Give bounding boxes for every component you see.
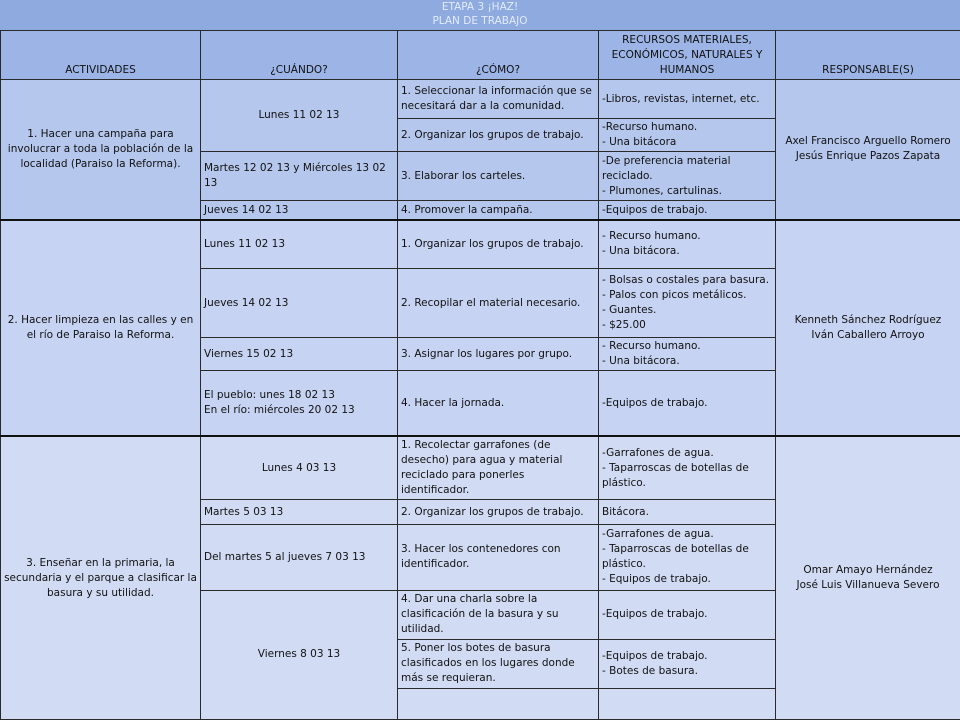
resources-cell bbox=[599, 220, 776, 269]
resources-cell bbox=[599, 152, 776, 201]
resource-item: -Equipos de trabajo. bbox=[602, 649, 708, 662]
resource-item: - $25.00 bbox=[602, 319, 646, 332]
how-cell: 1. Recolectar garrafones (de desecho) para agua y material reciclado para ponerles identificador. bbox=[398, 436, 599, 500]
responsible-name: Omar Amayo Hernández bbox=[803, 564, 933, 577]
resource-item: - Botes de basura. bbox=[602, 664, 698, 677]
slide-title bbox=[0, 0, 960, 30]
resources-cell bbox=[599, 436, 776, 500]
how-cell: 4. Dar una charla sobre la clasificación de la basura y su utilidad. bbox=[398, 590, 599, 639]
table-row bbox=[1, 80, 960, 119]
when-cell: Lunes 11 02 13 bbox=[201, 220, 398, 269]
how-cell: 3. Elaborar los carteles. bbox=[398, 152, 599, 201]
resource-item: - Guantes. bbox=[602, 304, 657, 317]
resource-item: - Taparroscas de botellas de plástico. bbox=[602, 543, 749, 571]
resources-cell bbox=[599, 269, 776, 338]
resource-item: - Una bitácora. bbox=[602, 245, 680, 258]
responsible-name: Jesús Enrique Pazos Zapata bbox=[795, 150, 941, 163]
how-cell: 3. Asignar los lugares por grupo. bbox=[398, 338, 599, 371]
how-cell: 5. Poner los botes de basura clasificados en los lugares donde más se requieran. bbox=[398, 639, 599, 688]
resources-cell bbox=[599, 80, 776, 119]
when-cell bbox=[201, 371, 398, 436]
header-row bbox=[1, 31, 960, 80]
header-recursos: RECURSOS MATERIALES, ECONÓMICOS, NATURALES Y HUMANOS bbox=[599, 31, 776, 80]
activity-cell: 3. Enseñar en la primaria, la secundaria y el parque a clasificar la basura y su utilidad. bbox=[1, 436, 201, 719]
responsible-cell bbox=[776, 80, 960, 220]
resource-item: - Recurso humano. bbox=[602, 340, 701, 353]
resource-item: - Equipos de trabajo. bbox=[602, 573, 711, 586]
when-cell: Viernes 8 03 13 bbox=[201, 590, 398, 719]
when-cell: Lunes 11 02 13 bbox=[201, 80, 398, 152]
how-cell: 2. Organizar los grupos de trabajo. bbox=[398, 500, 599, 525]
resource-item: -Equipos de trabajo. bbox=[602, 396, 708, 409]
resource-item: -Equipos de trabajo. bbox=[602, 203, 708, 216]
resource-item: -Recurso humano. bbox=[602, 121, 698, 134]
when-line: El pueblo: unes 18 02 13 bbox=[204, 389, 335, 402]
when-cell: Lunes 4 03 13 bbox=[201, 436, 398, 500]
resource-item: - Palos con picos metálicos. bbox=[602, 289, 747, 302]
table-row bbox=[1, 220, 960, 269]
plan-title: PLAN DE TRABAJO bbox=[432, 15, 528, 27]
resources-cell bbox=[599, 688, 776, 719]
resource-item: -Equipos de trabajo. bbox=[602, 608, 708, 621]
when-cell: Viernes 15 02 13 bbox=[201, 338, 398, 371]
when-line: En el río: miércoles 20 02 13 bbox=[204, 404, 355, 417]
how-cell: 4. Promover la campaña. bbox=[398, 201, 599, 220]
work-plan-table bbox=[0, 30, 960, 720]
header-responsables: RESPONSABLE(S) bbox=[776, 31, 960, 80]
how-cell: 2. Recopilar el material necesario. bbox=[398, 269, 599, 338]
responsible-cell bbox=[776, 436, 960, 719]
how-cell: 2. Organizar los grupos de trabajo. bbox=[398, 119, 599, 152]
resources-cell bbox=[599, 590, 776, 639]
stage-title: ETAPA 3 ¡HAZ! bbox=[441, 1, 519, 13]
resources-cell bbox=[599, 201, 776, 220]
resources-cell bbox=[599, 525, 776, 590]
resource-item: -De preferencia material reciclado. bbox=[602, 154, 731, 182]
resources-cell bbox=[599, 639, 776, 688]
resources-cell bbox=[599, 500, 776, 525]
activity-cell: 2. Hacer limpieza en las calles y en el río de Paraiso la Reforma. bbox=[1, 220, 201, 437]
when-cell: Martes 5 03 13 bbox=[201, 500, 398, 525]
responsible-name: Kenneth Sánchez Rodríguez bbox=[794, 313, 942, 326]
header-actividades: ACTIVIDADES bbox=[1, 31, 201, 80]
resource-item: -Garrafones de agua. bbox=[602, 528, 714, 541]
resource-item: - Recurso humano. bbox=[602, 230, 701, 243]
resources-cell bbox=[599, 119, 776, 152]
resources-cell bbox=[599, 371, 776, 436]
resource-item: -Libros, revistas, internet, etc. bbox=[602, 92, 760, 105]
when-cell: Jueves 14 02 13 bbox=[201, 269, 398, 338]
how-cell bbox=[398, 688, 599, 719]
how-cell: 1. Seleccionar la información que se necesitará dar a la comunidad. bbox=[398, 80, 599, 119]
when-cell: Jueves 14 02 13 bbox=[201, 201, 398, 220]
responsible-cell bbox=[776, 220, 960, 437]
how-cell: 1. Organizar los grupos de trabajo. bbox=[398, 220, 599, 269]
responsible-name: Axel Francisco Arguello Romero bbox=[785, 135, 951, 148]
responsible-name: José Luis Villanueva Severo bbox=[796, 579, 940, 592]
resource-item: -Garrafones de agua. bbox=[602, 446, 714, 459]
how-cell: 3. Hacer los contenedores con identificador. bbox=[398, 525, 599, 590]
when-cell: Martes 12 02 13 y Miércoles 13 02 13 bbox=[201, 152, 398, 201]
how-cell: 4. Hacer la jornada. bbox=[398, 371, 599, 436]
resource-item: - Una bitácora. bbox=[602, 355, 680, 368]
resources-cell bbox=[599, 338, 776, 371]
table-row bbox=[1, 436, 960, 500]
activity-cell: 1. Hacer una campaña para involucrar a toda la población de la localidad (Paraiso la Reforma). bbox=[1, 80, 201, 220]
header-como: ¿CÓMO? bbox=[398, 31, 599, 80]
resource-item: - Taparroscas de botellas de plástico. bbox=[602, 461, 749, 489]
resource-item: - Plumones, cartulinas. bbox=[602, 184, 722, 197]
resource-item: - Bolsas o costales para basura. bbox=[602, 274, 770, 287]
responsible-name: Iván Caballero Arroyo bbox=[811, 328, 925, 341]
header-cuando: ¿CUÁNDO? bbox=[201, 31, 398, 80]
resource-item: - Una bitácora bbox=[602, 136, 677, 149]
when-cell: Del martes 5 al jueves 7 03 13 bbox=[201, 525, 398, 590]
resource-item: Bitácora. bbox=[602, 505, 649, 518]
